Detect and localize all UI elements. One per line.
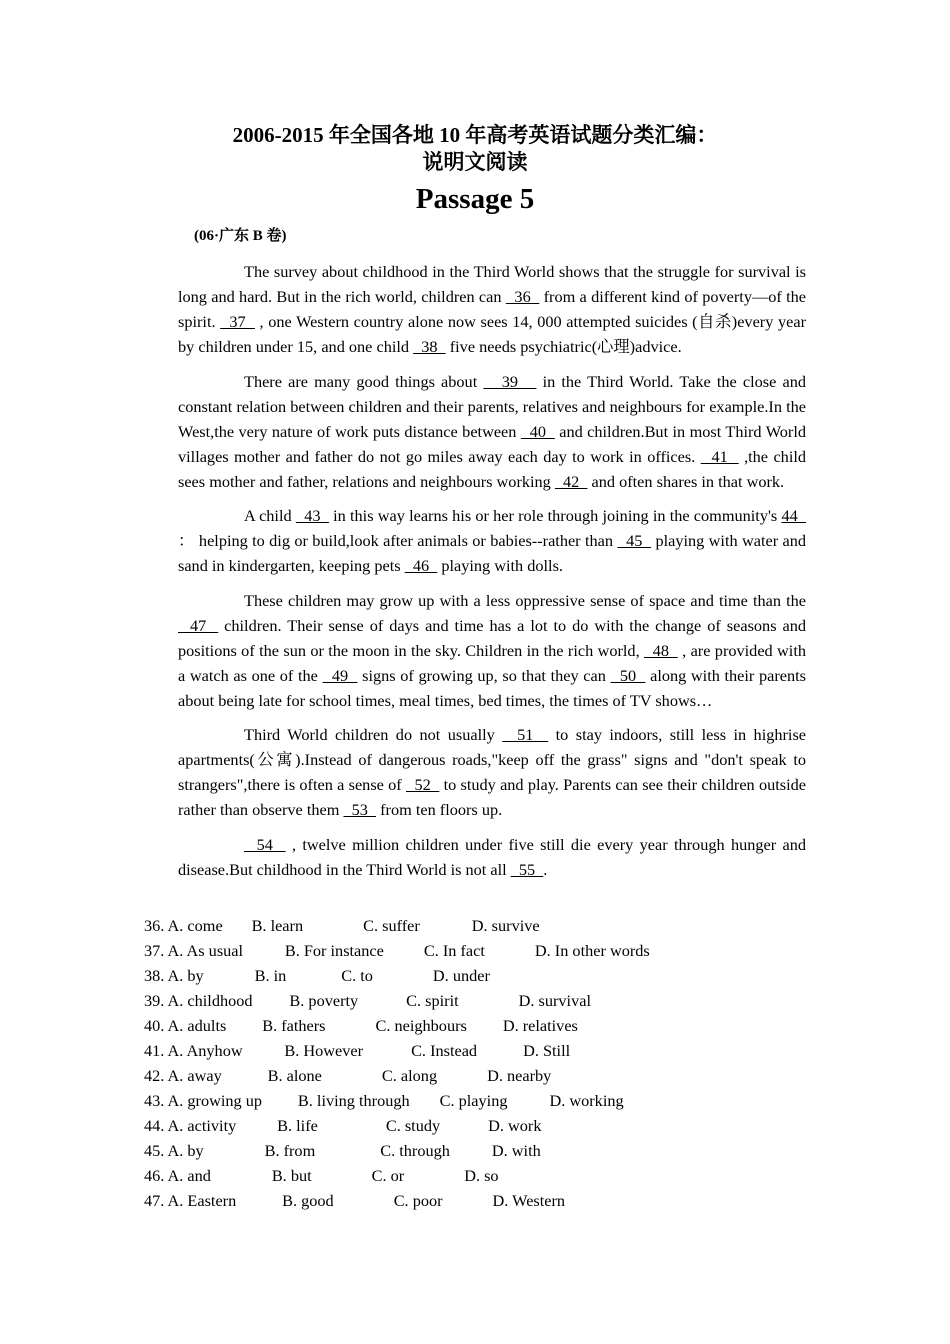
option-choice: D. survival — [518, 991, 591, 1010]
option-choice: C. spirit — [406, 991, 459, 1010]
passage-text: There are many good things about — [244, 371, 484, 391]
passage-text: A child — [244, 506, 296, 526]
option-choice: B. but — [271, 1166, 312, 1185]
option-row — [144, 1088, 824, 1113]
option-choice: D. with — [491, 1141, 541, 1160]
option-choice: D. so — [464, 1166, 499, 1185]
option-choice: 40. A. adults — [144, 1016, 227, 1035]
source-label: (06·广东 B 卷) — [194, 228, 287, 244]
answer-blank: 36 — [505, 287, 540, 306]
passage-text: , are provided with a watch as one of the — [178, 640, 806, 685]
option-choice: C. to — [341, 966, 373, 985]
passage-text: to stay indoors, still less in highrise apartments(公寓).Instead of dangerous roads,"keep off the grass" signs and "don't speak to strangers",there is often a sense of — [178, 725, 806, 795]
answer-blank: 39 — [483, 371, 537, 391]
option-choice: 45. A. by — [144, 1141, 204, 1160]
document-title-line-1: 2006-2015 年全国各地 10 年高考英语试题分类汇编： — [232, 123, 718, 147]
option-choice: 41. A. Anyhow — [144, 1041, 243, 1060]
option-choice: D. under — [432, 966, 490, 985]
option-choice: D. Still — [523, 1041, 571, 1060]
passage-paragraph — [178, 588, 806, 713]
answer-blank: 54 — [244, 834, 286, 854]
option-row — [144, 938, 824, 963]
answer-blank: 43 — [295, 506, 329, 526]
answer-blank: 38 — [413, 337, 446, 356]
option-choice: B. life — [277, 1116, 318, 1135]
answer-blank: 41 — [700, 446, 739, 466]
answer-blank: 44 — [781, 506, 806, 526]
option-choice: D. working — [549, 1091, 624, 1110]
passage-text: ,the child sees mother and father, relations and neighbours working — [178, 446, 807, 491]
passage-text: These children may grow up with a less oppressive sense of space and time than the — [244, 590, 806, 610]
passage-text: from ten floors up. — [376, 800, 503, 820]
option-row — [144, 1063, 824, 1088]
option-choice: D. nearby — [487, 1066, 552, 1085]
passage-text: along with their parents about being late for school times, meal times, bed times, the times of TV shows… — [178, 665, 807, 710]
passage-text: , one Western country alone now sees 14, 000 attempted suicides (自杀)every year by children under 15, and one child — [178, 312, 807, 356]
answer-blank: 40 — [520, 421, 555, 441]
passage-text: ： helping to dig or build,look after animals or babies--rather than — [178, 531, 618, 551]
option-choice: D. survive — [471, 916, 540, 935]
passage-paragraph — [178, 503, 806, 578]
passage-paragraph — [178, 369, 806, 494]
answer-blank: 47 — [178, 615, 219, 635]
passage-paragraph — [178, 722, 806, 822]
option-row — [144, 963, 824, 988]
option-choice: C. or — [371, 1166, 405, 1185]
passage-text: in the Third World. Take the close and constant relation between children and their parents, relatives and neighbours for example.In the West,the very nature of work puts distance between — [178, 371, 806, 441]
document-title-line-2: 说明文阅读 — [422, 150, 528, 174]
answer-blank: 53 — [343, 800, 377, 820]
passage-body — [178, 259, 806, 892]
option-choice: C. neighbours — [375, 1016, 467, 1035]
option-row — [144, 913, 824, 938]
passage-paragraph — [178, 832, 806, 882]
passage-text: The survey about childhood in the Third World shows that the struggle for survival is long and hard. But in the rich world, children can — [178, 262, 806, 306]
option-choice: C. study — [385, 1116, 441, 1135]
option-choice: C. suffer — [363, 916, 420, 935]
answer-blank: 52 — [405, 775, 440, 795]
option-row — [144, 1138, 824, 1163]
option-choice: 42. A. away — [144, 1066, 222, 1085]
passage-text: five needs psychiatric(心理)advice. — [445, 337, 682, 356]
answer-blank: 49 — [322, 665, 358, 685]
option-choice: C. playing — [439, 1091, 508, 1110]
passage-text: in this way learns his or her role through joining in the community's — [328, 506, 782, 526]
option-row — [144, 988, 824, 1013]
answer-blank: 50 — [610, 665, 646, 685]
passage-text: Third World children do not usually — [244, 725, 503, 745]
answer-blank: 45 — [617, 531, 652, 551]
option-row — [144, 1113, 824, 1138]
option-choice: B. good — [282, 1191, 334, 1210]
option-choice: 46. A. and — [144, 1166, 211, 1185]
option-choice: C. poor — [393, 1191, 443, 1210]
option-choice: C. Instead — [411, 1041, 478, 1060]
answer-blank: 48 — [644, 640, 678, 660]
option-choice: 38. A. by — [144, 966, 204, 985]
option-choice: 47. A. Eastern — [144, 1191, 237, 1210]
passage-text: from a different kind of poverty—of the spirit. — [178, 287, 807, 331]
option-choice: 37. A. As usual — [144, 941, 244, 960]
option-choice: 39. A. childhood — [144, 991, 253, 1010]
option-choice: B. However — [284, 1041, 364, 1060]
option-choice: B. poverty — [289, 991, 359, 1010]
option-choice: C. In fact — [423, 941, 485, 960]
passage-text: children. Their sense of days and time has a lot to do with the change of seasons and positions of the sun or the moon in the sky. Children in the rich world, — [178, 615, 807, 660]
option-choice: D. relatives — [502, 1016, 578, 1035]
option-choice: B. fathers — [262, 1016, 326, 1035]
option-row — [144, 1188, 824, 1213]
answer-blank: 42 — [554, 471, 588, 491]
answer-blank: 55 — [510, 859, 544, 879]
option-choice: D. Western — [492, 1191, 566, 1210]
option-row — [144, 1013, 824, 1038]
passage-text: and children.But in most Third World villages mother and father do not go miles away each day to work in offices. — [178, 421, 806, 466]
option-choice: D. work — [488, 1116, 542, 1135]
passage-text: to study and play. Parents can see their children outside rather than observe them — [178, 775, 806, 820]
answer-blank: 46 — [404, 556, 438, 576]
passage-title: Passage 5 — [415, 183, 535, 215]
option-choice: 36. A. come — [144, 916, 223, 935]
option-choice: C. through — [380, 1141, 450, 1160]
option-choice: B. from — [264, 1141, 316, 1160]
passage-text: , twelve million children under five still die every year through hunger and disease.But childhood in the Third World is not all — [178, 834, 806, 879]
option-row — [144, 1163, 824, 1188]
option-choice: C. along — [381, 1066, 438, 1085]
passage-paragraph — [178, 259, 806, 359]
answer-options — [144, 913, 824, 1213]
passage-text: signs of growing up, so that they can — [357, 665, 611, 685]
passage-text: and often shares in that work. — [587, 471, 785, 491]
option-choice: D. In other words — [534, 941, 650, 960]
option-choice: B. alone — [267, 1066, 322, 1085]
passage-text: . — [543, 859, 548, 879]
option-choice: B. For instance — [284, 941, 384, 960]
passage-text: playing with dolls. — [437, 556, 563, 576]
option-choice: B. living through — [297, 1091, 410, 1110]
answer-blank: 37 — [220, 312, 255, 331]
option-choice: B. in — [254, 966, 287, 985]
option-choice: 43. A. growing up — [144, 1091, 263, 1110]
answer-blank: 51 — [502, 725, 549, 745]
option-choice: B. learn — [251, 916, 304, 935]
passage-text: playing with water and sand in kindergarten, keeping pets — [178, 531, 807, 576]
option-choice: 44. A. activity — [144, 1116, 237, 1135]
option-row — [144, 1038, 824, 1063]
